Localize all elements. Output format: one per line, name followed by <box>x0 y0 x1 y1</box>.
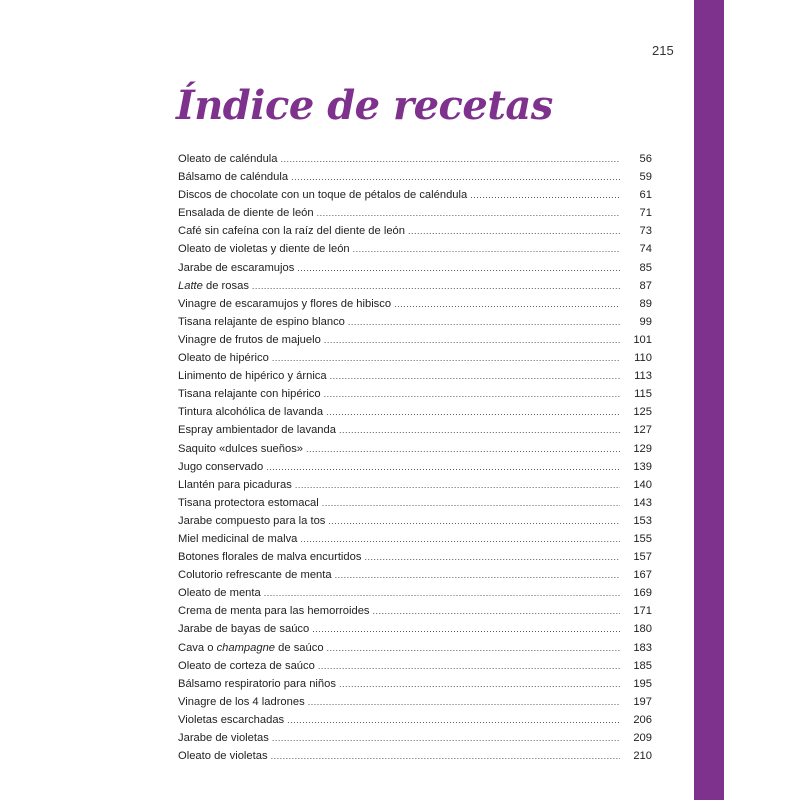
dot-leader <box>318 661 620 671</box>
dot-leader <box>394 299 620 309</box>
dot-leader <box>364 552 620 562</box>
toc-entry-page: 99 <box>639 315 652 328</box>
dot-leader <box>297 263 620 273</box>
toc-entry[interactable] <box>178 497 652 515</box>
dot-leader <box>408 226 620 236</box>
toc-entry-label: Cava o champagne de saúco <box>178 641 324 654</box>
toc-entry[interactable] <box>178 569 652 587</box>
dot-leader <box>339 679 620 689</box>
toc-entry-page: 183 <box>633 641 652 654</box>
page-title: Índice de recetas <box>176 82 553 129</box>
italic-term: champagne <box>216 641 276 654</box>
dot-leader <box>272 733 620 743</box>
toc-entry[interactable] <box>178 280 652 298</box>
dot-leader <box>324 389 620 399</box>
toc-entry-page: 210 <box>633 750 652 763</box>
dot-leader <box>324 335 620 345</box>
toc-entry-page: 171 <box>633 605 652 618</box>
toc-entry-page: 209 <box>633 732 652 744</box>
dot-leader <box>264 588 620 598</box>
dot-leader <box>300 534 620 544</box>
toc-entry-label: Café sin cafeína con la raíz del diente de león <box>178 225 406 238</box>
toc-entry[interactable] <box>178 352 652 370</box>
toc-entry[interactable] <box>178 225 652 243</box>
dot-leader <box>252 281 620 291</box>
toc-entry[interactable] <box>178 262 652 280</box>
toc-entry-label: Jarabe compuesto para la tos <box>178 514 326 527</box>
toc-entry-page: 113 <box>634 370 652 383</box>
toc-entry[interactable] <box>178 443 652 461</box>
toc-entry-label: Colutorio refrescante de menta <box>178 569 332 582</box>
dot-leader <box>271 751 620 761</box>
dot-leader <box>470 190 620 200</box>
toc-entry-label: Oleato de violetas <box>178 750 268 763</box>
toc-entry-label: Jugo conservado <box>178 460 264 473</box>
toc-entry-page: 85 <box>639 261 652 274</box>
recipe-index-list <box>178 153 652 768</box>
dot-leader <box>328 516 620 526</box>
toc-entry-label: Llantén para picaduras <box>178 478 292 491</box>
dot-leader <box>295 480 620 490</box>
toc-entry-label: Latte de rosas <box>178 279 249 292</box>
toc-entry[interactable] <box>178 605 652 623</box>
toc-entry-page: 157 <box>633 551 652 564</box>
toc-entry[interactable] <box>178 424 652 442</box>
toc-entry[interactable] <box>178 461 652 479</box>
toc-entry-label: Oleato de violetas y diente de león <box>178 243 350 256</box>
page-number: 215 <box>652 43 674 58</box>
dot-leader <box>291 172 620 182</box>
toc-entry-label: Jarabe de bayas de saúco <box>178 623 310 636</box>
toc-entry-label: Vinagre de frutos de majuelo <box>178 333 321 346</box>
toc-entry-page: 153 <box>633 514 652 527</box>
toc-entry[interactable] <box>178 515 652 533</box>
toc-entry-page: 180 <box>633 623 652 636</box>
toc-entry[interactable] <box>178 732 652 750</box>
toc-entry-label: Tisana relajante de espino blanco <box>178 315 345 328</box>
dot-leader <box>266 462 620 472</box>
toc-entry-page: 101 <box>633 333 652 346</box>
dot-leader <box>373 606 620 616</box>
toc-entry-label: Vinagre de los 4 ladrones <box>178 695 305 708</box>
dot-leader <box>272 353 620 363</box>
toc-entry-label: Discos de chocolate con un toque de pétalos de caléndula <box>178 189 468 202</box>
toc-entry[interactable] <box>178 153 652 171</box>
toc-entry-page: 110 <box>634 352 652 365</box>
toc-entry-page: 89 <box>639 297 652 310</box>
dot-leader <box>339 425 620 435</box>
toc-entry-page: 127 <box>633 424 652 437</box>
toc-entry[interactable] <box>178 171 652 189</box>
toc-entry-page: 169 <box>633 587 652 600</box>
toc-entry-page: 115 <box>634 388 652 401</box>
dot-leader <box>353 244 620 254</box>
dot-leader <box>287 715 620 725</box>
toc-entry-page: 74 <box>639 243 652 256</box>
dot-leader <box>317 208 620 218</box>
toc-entry-label: Vinagre de escaramujos y flores de hibisco <box>178 297 392 310</box>
toc-entry-label: Espray ambientador de lavanda <box>178 424 336 437</box>
toc-entry-page: 129 <box>633 442 652 455</box>
toc-entry-page: 155 <box>633 532 652 545</box>
toc-entry[interactable] <box>178 406 652 424</box>
toc-entry-page: 71 <box>639 207 652 220</box>
toc-entry[interactable] <box>178 370 652 388</box>
toc-entry-label: Oleato de caléndula <box>178 153 278 165</box>
toc-entry-label: Oleato de menta <box>178 587 261 600</box>
toc-entry[interactable] <box>178 587 652 605</box>
toc-entry[interactable] <box>178 207 652 225</box>
toc-entry-label: Saquito «dulces sueños» <box>178 442 304 455</box>
toc-entry[interactable] <box>178 533 652 551</box>
toc-entry-label: Linimento de hipérico y árnica <box>178 370 327 383</box>
toc-entry-page: 195 <box>633 677 652 690</box>
dot-leader <box>330 371 620 381</box>
toc-entry-label: Tintura alcohólica de lavanda <box>178 406 324 419</box>
dot-leader <box>306 444 620 454</box>
toc-entry-page: 167 <box>633 569 652 582</box>
toc-entry-page: 206 <box>633 713 652 726</box>
toc-entry-label: Oleato de corteza de saúco <box>178 659 315 672</box>
toc-entry[interactable] <box>178 388 652 406</box>
toc-entry-label: Violetas escarchadas <box>178 713 285 726</box>
toc-entry[interactable] <box>178 642 652 660</box>
toc-entry-page: 185 <box>633 659 652 672</box>
toc-entry[interactable] <box>178 316 652 334</box>
dot-leader <box>335 570 620 580</box>
toc-entry-page: 61 <box>639 189 652 202</box>
toc-entry-label: Bálsamo respiratorio para niños <box>178 677 336 690</box>
toc-entry-label: Jarabe de violetas <box>178 732 269 744</box>
dot-leader <box>326 407 620 417</box>
toc-entry[interactable] <box>178 678 652 696</box>
toc-entry-page: 59 <box>639 171 652 184</box>
dot-leader <box>322 498 620 508</box>
toc-entry[interactable] <box>178 189 652 207</box>
dot-leader <box>312 624 620 634</box>
toc-entry-label: Jarabe de escaramujos <box>178 261 295 274</box>
toc-entry[interactable] <box>178 334 652 352</box>
toc-entry-page: 56 <box>639 153 652 165</box>
toc-entry[interactable] <box>178 298 652 316</box>
toc-entry-label: Miel medicinal de malva <box>178 532 298 545</box>
dot-leader <box>327 643 620 653</box>
dot-leader <box>308 697 620 707</box>
toc-entry[interactable] <box>178 551 652 569</box>
italic-term: Latte <box>178 279 203 292</box>
toc-entry-page: 125 <box>633 406 652 419</box>
toc-entry-page: 143 <box>633 496 652 509</box>
toc-entry-label: Oleato de hipérico <box>178 352 269 365</box>
toc-entry-label: Tisana protectora estomacal <box>178 496 319 509</box>
toc-entry-label: Botones florales de malva encurtidos <box>178 551 362 564</box>
dot-leader <box>348 317 620 327</box>
toc-entry[interactable] <box>178 696 652 714</box>
toc-entry-page: 73 <box>639 225 652 238</box>
toc-entry[interactable] <box>178 714 652 732</box>
toc-entry[interactable] <box>178 660 652 678</box>
toc-entry-page: 140 <box>633 478 652 491</box>
side-accent-bar <box>694 0 724 800</box>
toc-entry-page: 197 <box>633 695 652 708</box>
toc-entry[interactable] <box>178 750 652 768</box>
toc-entry-page: 87 <box>639 279 652 292</box>
toc-entry-label: Ensalada de diente de león <box>178 207 314 220</box>
toc-entry-page: 139 <box>633 460 652 473</box>
toc-entry[interactable] <box>178 623 652 641</box>
dot-leader <box>281 154 620 164</box>
toc-entry-label: Tisana relajante con hipérico <box>178 388 321 401</box>
toc-entry-label: Bálsamo de caléndula <box>178 171 289 184</box>
toc-entry[interactable] <box>178 243 652 261</box>
toc-entry[interactable] <box>178 479 652 497</box>
toc-entry-label: Crema de menta para las hemorroides <box>178 605 370 618</box>
